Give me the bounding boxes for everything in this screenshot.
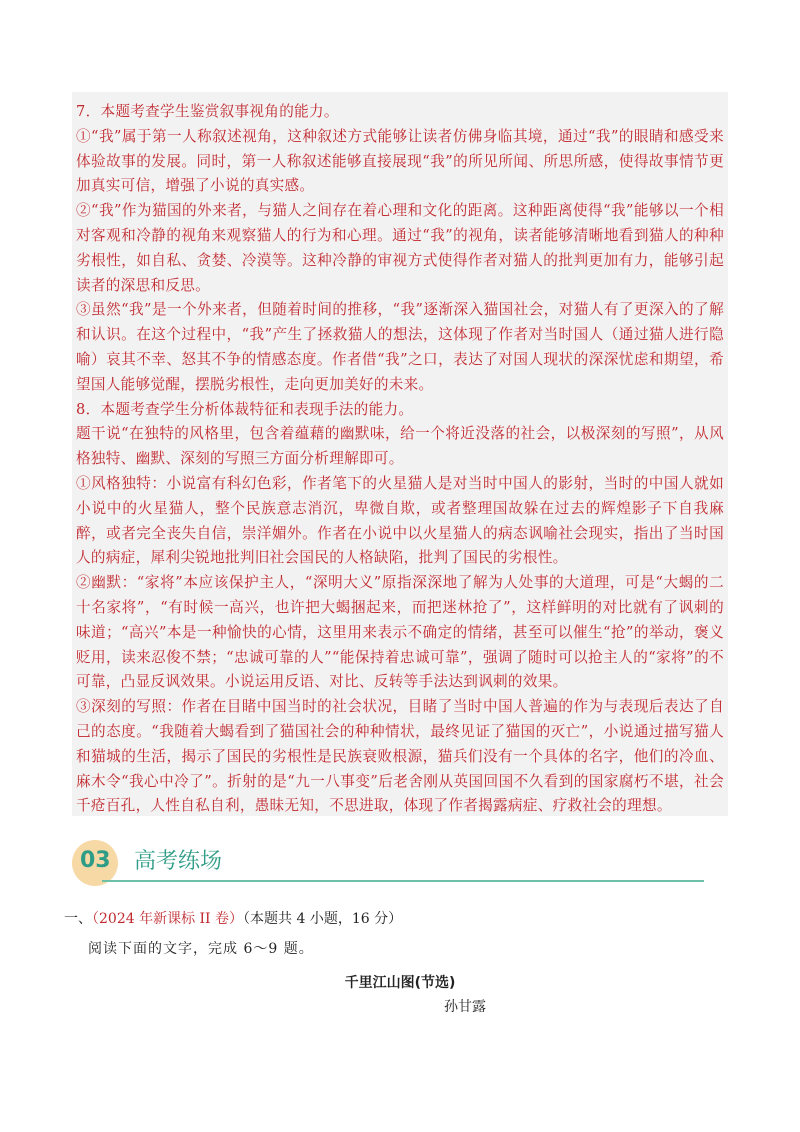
- answer-paragraph: ①风格独特：小说富有科幻色彩，作者笔下的火星猫人是对当时中国人的影射，当时的中国人就如小说中的火星猫人，整个民族意志消沉，卑微自欺，或者整理国故躲在过去的辉煌影子下自我麻醉，或者完全丧失自信，崇洋媚外。作者在小说中以火星猫人的病态讽喻社会现实，指出了当时国人的病症，犀利尖锐地批判旧社会国民的人格缺陷，批判了国民的劣根性。: [76, 474, 724, 567]
- section-title: 高考练场: [134, 849, 223, 874]
- question-info: （本题共 4 小题，16 分）: [243, 911, 403, 927]
- section-header: [72, 838, 712, 888]
- question-prefix: 一、: [64, 911, 92, 927]
- answer-heading-8: 8．本题考查学生分析体裁特征和表现手法的能力。: [76, 400, 414, 418]
- answer-analysis-box: [72, 92, 728, 816]
- section-divider: [102, 880, 704, 882]
- article-author: 孙甘露: [444, 999, 486, 1015]
- section-number: 03: [80, 848, 111, 873]
- question-heading: [64, 908, 402, 928]
- answer-paragraph: ③虽然“我”是一个外来者，但随着时间的推移，“我”逐渐深入猫国社会，对猫人有了更深入的了解和认识。在这个过程中，“我”产生了拯救猫人的想法，这体现了作者对当时国人（通过猫人进行隐喻）哀其不幸、怒其不争的情感态度。作者借“我”之口，表达了对国人现状的深深忧虑和期望，希望国人能够觉醒，摆脱劣根性，走向更加美好的未来。: [76, 301, 724, 393]
- answer-paragraph: ②幽默：“家将”本应该保护主人，“深明大义”原指深深地了解为人处事的大道理，可是“大蝎的二十名家将”，“有时候一高兴，也许把大蝎捆起来，而把迷林抢了”，这样鲜明的对比就有了讽刺的味道；“高兴”本是一种愉快的心情，这里用来表示不确定的情绪，甚至可以催生“抢”的举动，褒义贬用，读来忍俊不禁；“忠诚可靠的人”“能保持着忠诚可靠”，强调了随时可以抢主人的“家将”的不可靠，凸显反讽效果。小说运用反语、对比、反转等手法达到讽刺的效果。: [76, 574, 724, 691]
- question-instruction: 阅读下面的文字，完成 6～9 题。: [88, 941, 314, 957]
- answer-paragraph: ②“我”作为猫国的外来者，与猫人之间存在着心理和文化的距离。这种距离使得“我”能够以一个相对客观和冷静的视角来观察猫人的行为和心理。通过“我”的视角，读者能够清晰地看到猫人的种种劣根性，如自私、贪婪、冷漠等。这种冷静的审视方式使得作者对猫人的批判更加有力，能够引起读者的深思和反思。: [76, 202, 724, 294]
- answer-paragraph: ①“我”属于第一人称叙述视角，这种叙述方式能够让读者仿佛身临其境，通过“我”的眼睛和感受来体验故事的发展。同时，第一人称叙述能够直接展现“我”的所见所闻、所思所感，使得故事情节更加真实可信，增强了小说的真实感。: [76, 127, 724, 195]
- question-source: （2024 年新课标 II 卷）: [92, 911, 244, 927]
- article-title: 千里江山图(节选): [344, 975, 456, 991]
- answer-heading-7: 7．本题考查学生鉴赏叙事视角的能力。: [76, 103, 339, 120]
- answer-paragraph: 题干说“在独特的风格里，包含着蕴藉的幽默味，给一个将近没落的社会，以极深刻的写照”，从风格独特、幽默、深刻的写照三方面分析理解即可。: [76, 425, 724, 468]
- answer-paragraph: ③深刻的写照：作者在目睹中国当时的社会状况，目睹了当时中国人普遍的作为与表现后表达了自己的态度。“我随着大蝎看到了猫国社会的种种情状，最终见证了猫国的灭亡”，小说通过描写猫人和猫城的生活，揭示了国民的劣根性是民族衰败根源，猫兵们没有一个具体的名字，他们的冷血、麻木令“我心中冷了”。折射的是“九一八事变”后老舍刚从英国回国不久看到的国家腐朽不堪，社会千疮百孔，人性自私自利，愚昧无知，不思进取，体现了作者揭露病症、疗救社会的理想。: [76, 698, 724, 815]
